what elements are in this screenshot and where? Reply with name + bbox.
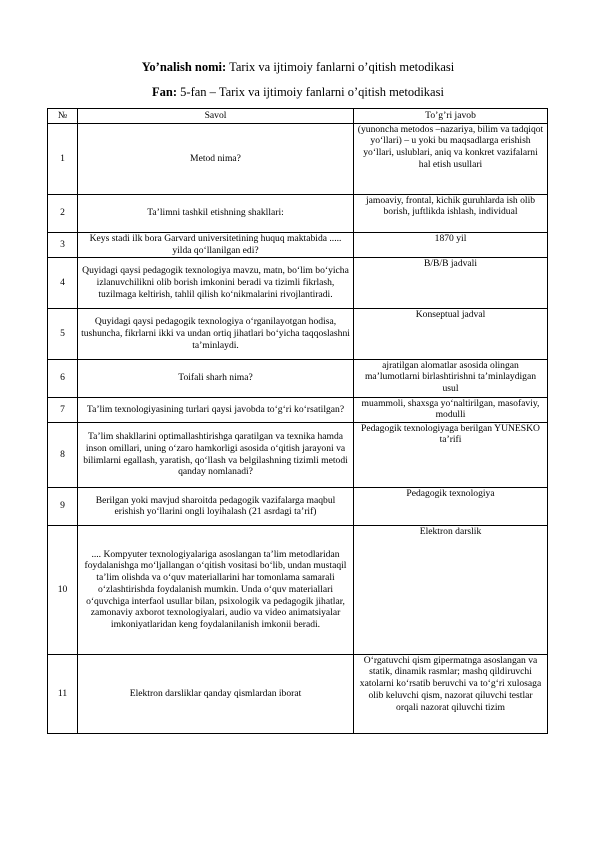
row-answer: ajratilgan alomatlar asosida olingan ma’lumotlarni birlashtirishni ta’minlaydigan usul (354, 359, 548, 397)
row-answer: O‘rgatuvchi qism gipermatnga asoslangan va statik, dinamik rasmlar; mashq qildiruvchi xatolarni ko‘rsatib beruvchi va to‘g‘ri xulosaga olib keluvchi qism, nazorat qiluvchi testlar orqali nazorat qiluvchi tizim (354, 654, 548, 733)
subject-value: 5-fan – Tarix va ijtimoiy fanlarni o’qitish metodikasi (177, 85, 444, 99)
row-number: 7 (48, 397, 78, 422)
row-answer: Pedagogik texnologiyaga berilgan YUNESKO ta’rifi (354, 422, 548, 487)
row-answer: (yunoncha metodos –nazariya, bilim va tadqiqot yo‘llari) – u yoki bu maqsadlarga erishish yo‘llari, uslublari, aniq va konkret vazifalarni hal etish usullari (354, 123, 548, 194)
row-question: Berilgan yoki mavjud sharoitda pedagogik vazifalarga maqbul erishish yo‘llarini ongli loyihalash (21 asrdagi ta’rif) (78, 487, 354, 525)
subject-label: Fan: (152, 85, 178, 99)
direction-value: Tarix va ijtimoiy fanlarni o’qitish metodikasi (226, 60, 455, 74)
row-answer: muammoli, shaxsga yo‘naltirilgan, masofaviy, modulli (354, 397, 548, 422)
table-row (48, 194, 548, 232)
direction-line (0, 60, 596, 75)
table-row (48, 232, 548, 257)
row-question: Quyidagi qaysi pedagogik texnologiya mavzu, matn, bo‘lim bo‘yicha izlanuvchilikni olib borish imkonini beradi va tizimli fikrlash, tuzilmaga keltirish, tahlil qilish ko‘nikmalarini rivojlantiradi. (78, 257, 354, 308)
row-question: .... Kompyuter texnologiyalariga asoslangan ta’lim metodlaridan foydalanishga mo‘ljallangan o‘qitish vositasi bo‘lib, undan mustaqil ta’lim olishda va o‘quv materiallarini har tomonlama samarali o‘zlashtirishda foydalanish mumkin. Unda o‘quv materiallari o‘quvchiga interfaol usullar bilan, psixologik va pedagogik jihatlar, zamonaviy axborot texnologiyalari, audio va video animatsiyalar imkoniyatlaridan keng foydalanilanish imkonii beradi. (78, 525, 354, 654)
column-header-answer: To’g’ri javob (354, 109, 548, 124)
row-question: Toifali sharh nima? (78, 359, 354, 397)
table-row (48, 487, 548, 525)
row-number: 6 (48, 359, 78, 397)
row-answer: B/B/B jadvali (354, 257, 548, 308)
row-number: 2 (48, 194, 78, 232)
table-header-row (48, 109, 548, 124)
row-number: 1 (48, 123, 78, 194)
row-number: 9 (48, 487, 78, 525)
table-row (48, 123, 548, 194)
subject-line (0, 85, 596, 100)
row-question: Ta’lim shakllarini optimallashtirishga qaratilgan va texnika hamda inson omillari, uning o‘zaro hamkorligi asosida o‘qitish jarayoni va bilimlarni egallash, yaratish, qo‘llash va belgilashning tizimli metodi qanday nomlanadi? (78, 422, 354, 487)
row-answer: 1870 yil (354, 232, 548, 257)
table-row (48, 422, 548, 487)
column-header-question: Savol (78, 109, 354, 124)
qa-table (47, 108, 548, 734)
row-number: 11 (48, 654, 78, 733)
row-number: 5 (48, 308, 78, 359)
row-number: 8 (48, 422, 78, 487)
row-number: 4 (48, 257, 78, 308)
table-row (48, 257, 548, 308)
table-body (48, 123, 548, 733)
row-question: Ta’limni tashkil etishning shakllari: (78, 194, 354, 232)
row-question: Ta’lim texnologiyasining turlari qaysi javobda to‘g‘ri ko‘rsatilgan? (78, 397, 354, 422)
row-question: Keys stadi ilk bora Garvard universitetining huquq maktabida ..... yilda qo‘llanilgan edi? (78, 232, 354, 257)
row-answer: Konseptual jadval (354, 308, 548, 359)
row-answer: Elektron darslik (354, 525, 548, 654)
table-row (48, 308, 548, 359)
row-question: Quyidagi qaysi pedagogik texnologiya o‘rganilayotgan hodisa, tushuncha, fikrlarni ikki va undan ortiq jihatlari bo‘yicha taqqoslashni ta’minlaydi. (78, 308, 354, 359)
table-row (48, 525, 548, 654)
row-answer: Pedagogik texnologiya (354, 487, 548, 525)
direction-label: Yo’nalish nomi: (141, 60, 227, 74)
table-row (48, 359, 548, 397)
row-question: Elektron darsliklar qanday qismlardan iborat (78, 654, 354, 733)
row-number: 3 (48, 232, 78, 257)
column-header-number: № (48, 109, 78, 124)
table-row (48, 397, 548, 422)
table-row (48, 654, 548, 733)
row-answer: jamoaviy, frontal, kichik guruhlarda ish olib borish, juftlikda ishlash, individual (354, 194, 548, 232)
row-question: Metod nima? (78, 123, 354, 194)
row-number: 10 (48, 525, 78, 654)
